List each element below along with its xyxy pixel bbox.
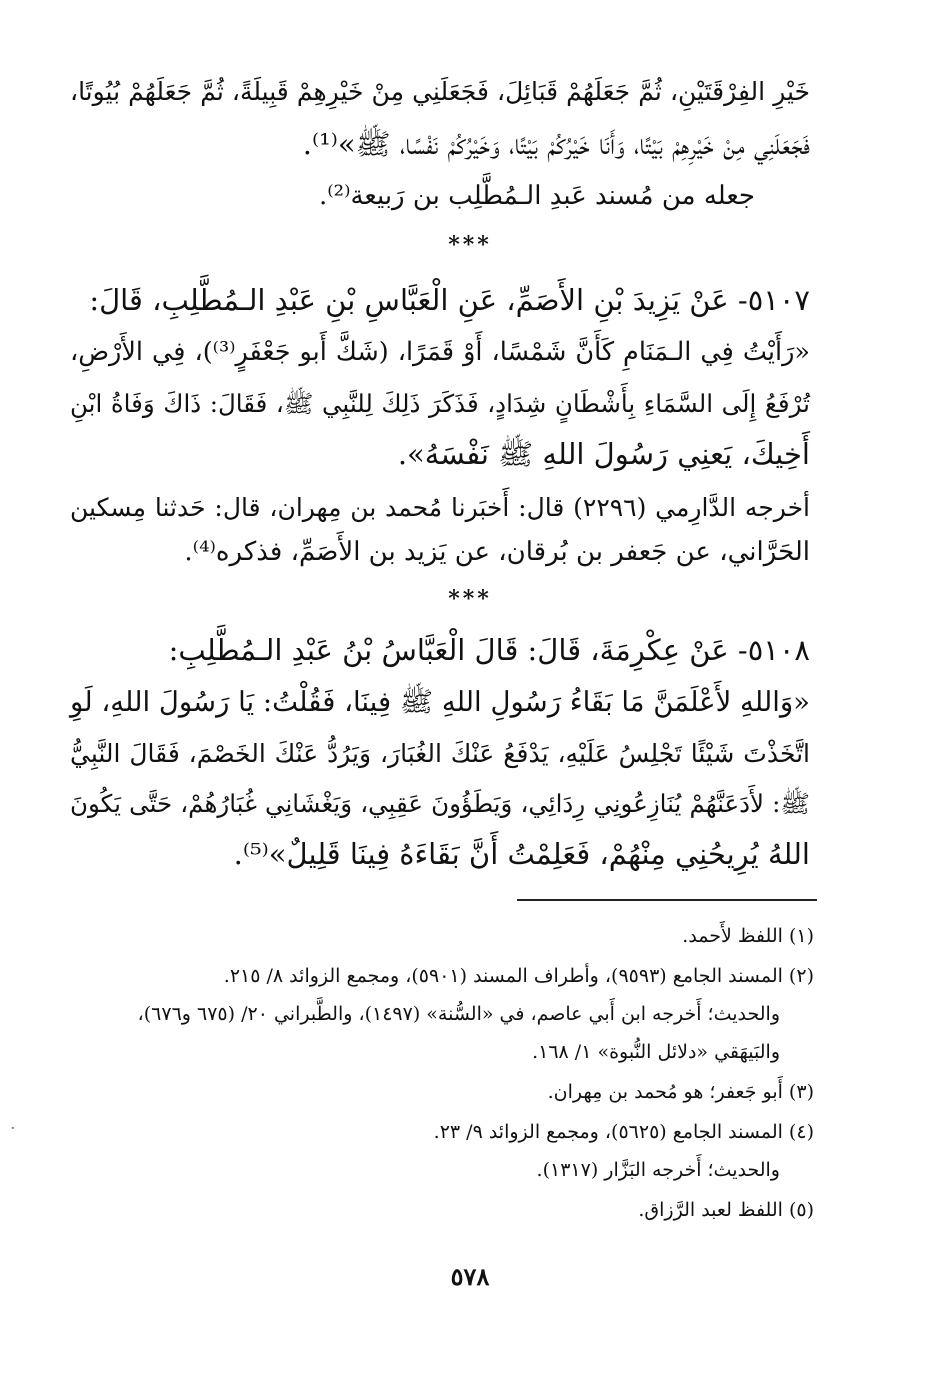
body-line: أَخِيكَ، يَعنِي رَسُولَ اللهِ ﷺ نَفْسَهُ». — [397, 437, 810, 471]
footnote-5: (٥) اللفظ لعبد الرَّزاق. — [638, 1199, 814, 1221]
section-separator: *** — [448, 586, 492, 612]
hadith-heading-5108: ٥١٠٨- عَنْ عِكْرِمَةَ، قَالَ: قَالَ الْعَبَّاسُ بْنُ عَبْدِ الـمُطَّلِبِ: — [168, 633, 810, 667]
margin-speck: · — [10, 1118, 16, 1139]
page-number: ٥٧٨ — [450, 1262, 490, 1291]
body-line: «وَاللهِ لأَعْلَمَنَّ مَا بَقَاءُ رَسُولِ اللهِ ﷺ فِينَا، فَقُلْتُ: يَا رَسُولَ اللهِ، لَوِ — [70, 686, 810, 718]
footnote-4-continuation: والحديث؛ أَخرجه البَزَّار (١٣١٧). — [536, 1159, 780, 1181]
attribution-line: جعله من مُسند عَبدِ الـمُطَّلِب بن رَبيعة⁽²⁾. — [319, 181, 755, 211]
body-line: فَجَعَلَنِي مِنْ خَيْرِهِمْ بَيْتًا، وَأَنَا خَيْرُكُمْ بَيْتًا، وَخَيْرُكُمْ نَفْسًا، ﷺ»⁽¹⁾. — [302, 127, 810, 161]
body-line: اللهُ يُرِيحُنِي مِنْهُمْ، فَعَلِمْتُ أَنَّ بَقَاءَهُ فِينَا قَلِيلٌ»⁽⁵⁾. — [233, 837, 810, 871]
footnote-4: (٤) المسند الجامع (٥٦٢٥)، ومجمع الزوائد ٩/ ٢٣. — [433, 1121, 814, 1143]
footnote-2-continuation: والبَيهَقي «دلائل النُّبوة» ١/ ١٦٨. — [532, 1041, 780, 1063]
hadith-heading-5107: ٥١٠٧- عَنْ يَزِيدَ بْنِ الأَصَمِّ، عَنِ الْعَبَّاسِ بْنِ عَبْدِ الـمُطَّلِبِ، قَالَ: — [89, 283, 810, 317]
footnote-2-continuation: والحديث؛ أَخرجه ابن أَبي عاصم، في «السُّنة» (١٤٩٧)، والطَّبراني ٢٠/ (٦٧٥ و٦٧٦)، — [137, 1003, 780, 1025]
body-line: «رَأَيْتُ فِي الـمَنَامِ كَأَنَّ شَمْسًا، أَوْ قَمَرًا، (شَكَّ أَبو جَعْفَرٍ⁽³⁾)، فِي الأَرْضِ، — [70, 337, 810, 367]
body-line: تُرْفَعُ إِلَى السَّمَاءِ بِأَشْطَانٍ شِدَادٍ، فَذَكَرَ ذَلِكَ لِلنَّبِي ﷺ، فَقَالَ: ذَاكَ وَفَاةُ ابْنِ — [70, 389, 810, 418]
takhrij-line: الحَرَّاني، عن جَعفر بن بُرقان، عن يَزيد بن الأَصَمِّ، فذكره⁽⁴⁾. — [184, 537, 810, 567]
body-line: ﷺ: لأَدَعَنَّهُمْ يُنَازِعُونِي رِدَائِي، وَيَطَؤُونَ عَقِبِي، وَيَغْشَانِي غُبَارُهُمْ، حَتَّى يَكُونَ — [70, 789, 810, 818]
footnote-2: (٢) المسند الجامع (٩٥٩٣)، وأطراف المسند (٥٩٠١)، ومجمع الزوائد ٨/ ٢١٥. — [223, 965, 814, 987]
body-line: اتَّخَذْتَ شَيْئًا تَجْلِسُ عَلَيْهِ، يَدْفَعُ عَنْكَ الغُبَارَ، وَيَرُدُّ عَنْكَ الخَصْمَ، فَقَالَ النَّبِيُّ — [70, 739, 810, 768]
body-line: خَيْرِ الفِرْقَتَيْنِ، ثُمَّ جَعَلَهُمْ قَبَائِلَ، فَجَعَلَنِي مِنْ خَيْرِهِمْ قَبِيلَةً، ثُمَّ جَعَلَهُمْ بُيُوتًا، — [70, 77, 810, 106]
footnote-separator — [517, 899, 817, 901]
footnote-1: (١) اللفظ لأَحمد. — [682, 925, 814, 947]
section-separator: *** — [448, 232, 492, 258]
footnote-3: (٣) أَبو جَعفر؛ هو مُحمد بن مِهران. — [547, 1081, 814, 1103]
takhrij-line: أخرجه الدَّارِمي (٢٢٩٦) قال: أَخبَرنا مُحمد بن مِهران، قال: حَدثنا مِسكين — [70, 493, 810, 522]
